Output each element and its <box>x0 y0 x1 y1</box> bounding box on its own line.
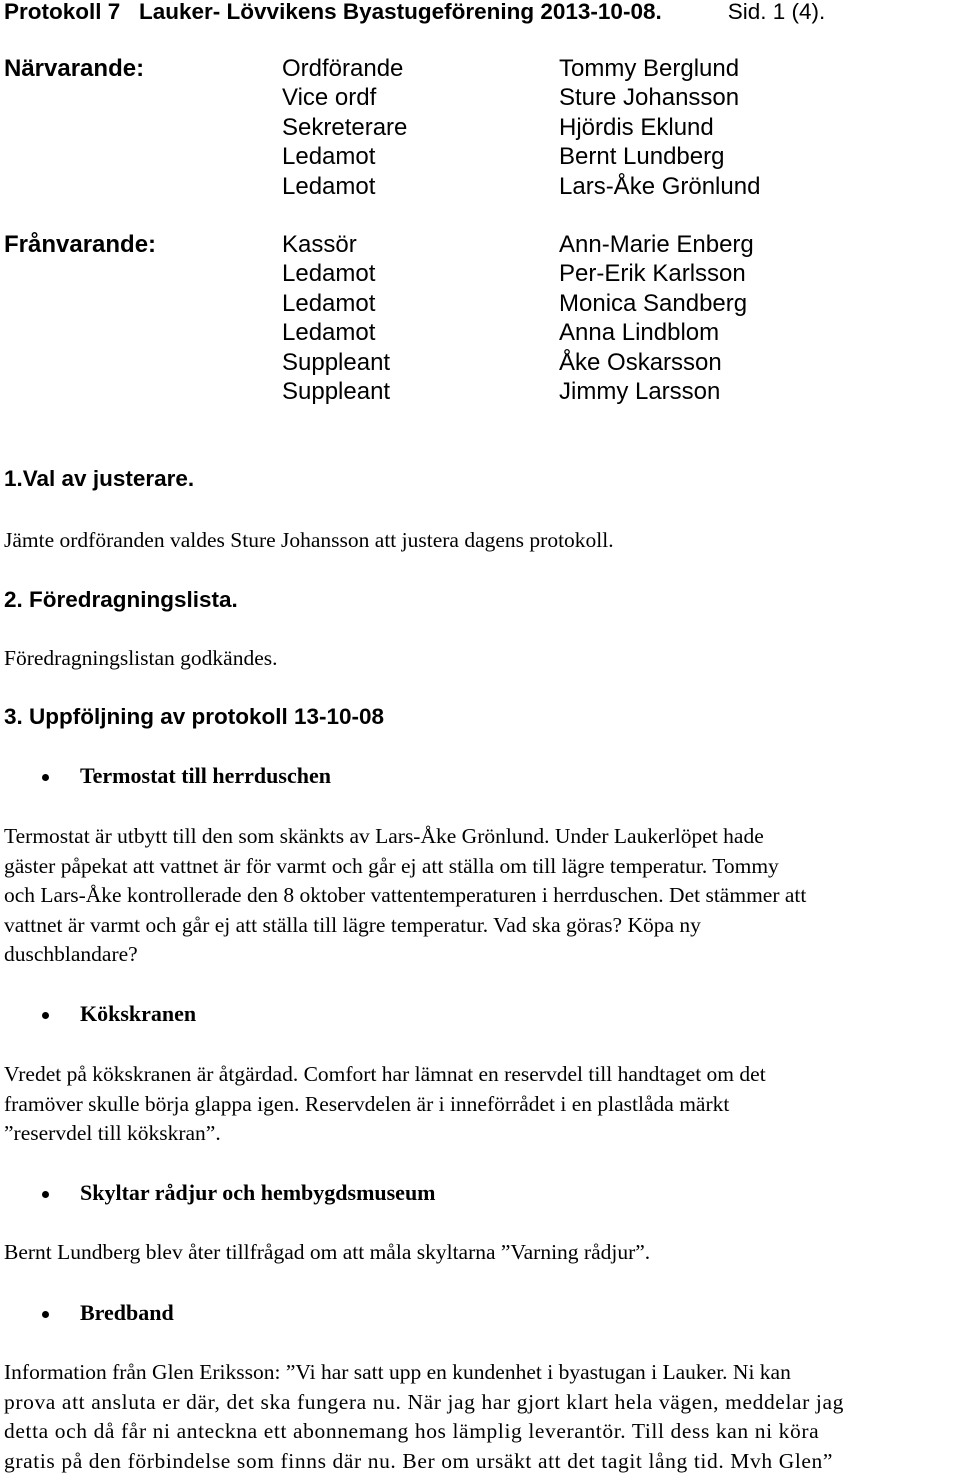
text-line: framöver skulle börja glappa igen. Reservdelen är i inneförrådet i en plastlåda märkt <box>4 1091 730 1116</box>
attendee-role: Ledamot <box>282 143 376 171</box>
item-text <box>4 1238 960 1268</box>
text-line: och Lars-Åke kontrollerade den 8 oktober vattentemperaturen i herrduschen. Det stämmer att <box>4 883 807 907</box>
attendee-name: Åke Oskarsson <box>559 348 722 376</box>
bullet-icon <box>42 774 49 781</box>
attendee-role: Suppleant <box>282 348 391 376</box>
attendee-name: Per-Erik Karlsson <box>559 260 746 288</box>
bullet-title: Skyltar rådjur och hembygdsmuseum <box>80 1180 436 1205</box>
text-line: detta och då får ni anteckna ett abonnemang hos lämplig leverantör. Till dess kan ni köra <box>4 1419 820 1443</box>
attendee-role: Kassör <box>282 231 357 258</box>
bullet-title: Kökskranen <box>80 1001 197 1026</box>
text-line: ”reservdel till kökskran”. <box>4 1121 221 1145</box>
attendee-role: Sekreterare <box>282 113 408 141</box>
attendee-role: Vice ordf <box>282 84 377 112</box>
text-line: Termostat är utbytt till den som skänkts av Lars-Åke Grönlund. Under Laukerlöpet hade <box>4 824 764 848</box>
attendee-role: Suppleant <box>282 378 391 405</box>
attendee-name: Tommy Berglund <box>559 55 740 82</box>
attendee-name: Anna Lindblom <box>559 319 720 347</box>
bullet-title: Bredband <box>80 1300 174 1325</box>
text-line: duschblandare? <box>4 942 138 966</box>
attendee-name: Bernt Lundberg <box>559 143 725 171</box>
bullet-icon <box>42 1311 49 1318</box>
attendee-name: Lars-Åke Grönlund <box>559 172 761 200</box>
section-heading: 1.Val av justerare. <box>4 466 195 491</box>
section-heading: 3. Uppföljning av protokoll 13-10-08 <box>4 704 385 729</box>
attendee-role: Ledamot <box>282 260 376 288</box>
attendee-name: Ann-Marie Enberg <box>559 231 754 258</box>
absent-label: Frånvarande: <box>4 231 157 258</box>
text-line: vattnet är varmt och går ej att ställa till lägre temperatur. Vad ska göras? Köpa ny <box>4 912 701 937</box>
item-text <box>4 1358 960 1476</box>
bullet-icon <box>42 1191 49 1198</box>
text-line: prova att ansluta er där, det ska fungera nu. När jag har gjort klart hela vägen, meddelar jag <box>4 1389 844 1414</box>
item-text <box>4 822 960 970</box>
attendee-name: Hjördis Eklund <box>559 113 714 141</box>
text-line: Föredragningslistan godkändes. <box>4 646 278 670</box>
text-line: Vredet på kökskranen är åtgärdad. Comfort har lämnat en reservdel till handtaget om det <box>4 1062 766 1086</box>
attendee-role: Ledamot <box>282 172 376 200</box>
section-text <box>4 526 960 556</box>
text-line: Bernt Lundberg blev åter tillfrågad om att måla skyltarna ”Varning rådjur”. <box>4 1240 651 1264</box>
page-number: Sid. 1 (4). <box>727 0 826 24</box>
bullet-icon <box>42 1012 49 1019</box>
item-text <box>4 1060 960 1149</box>
attendee-name: Jimmy Larsson <box>559 378 721 405</box>
attendee-name: Sture Johansson <box>559 84 740 112</box>
text-line: gratis på den förbindelse som finns där nu. Ber om ursäkt att det tagit lång tid. Mvh Glen” <box>4 1448 834 1473</box>
text-line: gäster påpekat att vattnet är för varmt och går ej att ställa om till lägre temperatur. Tommy <box>4 853 779 878</box>
attendee-role: Ledamot <box>282 319 376 347</box>
document-title: Protokoll 7 Lauker- Lövvikens Byastugeförening 2013-10-08. <box>4 0 662 24</box>
section-text <box>4 644 960 674</box>
attendee-role: Ledamot <box>282 289 376 317</box>
section-heading: 2. Föredragningslista. <box>4 587 238 612</box>
text-line: Information från Glen Eriksson: ”Vi har satt upp en kundenhet i byastugan i Lauker. Ni kan <box>4 1360 791 1384</box>
attendee-name: Monica Sandberg <box>559 289 748 317</box>
document-header <box>4 0 825 26</box>
text-line: Jämte ordföranden valdes Sture Johansson att justera dagens protokoll. <box>4 528 614 552</box>
present-label: Närvarande: <box>4 55 145 82</box>
attendee-role: Ordförande <box>282 55 404 82</box>
bullet-title: Termostat till herrduschen <box>80 763 331 788</box>
